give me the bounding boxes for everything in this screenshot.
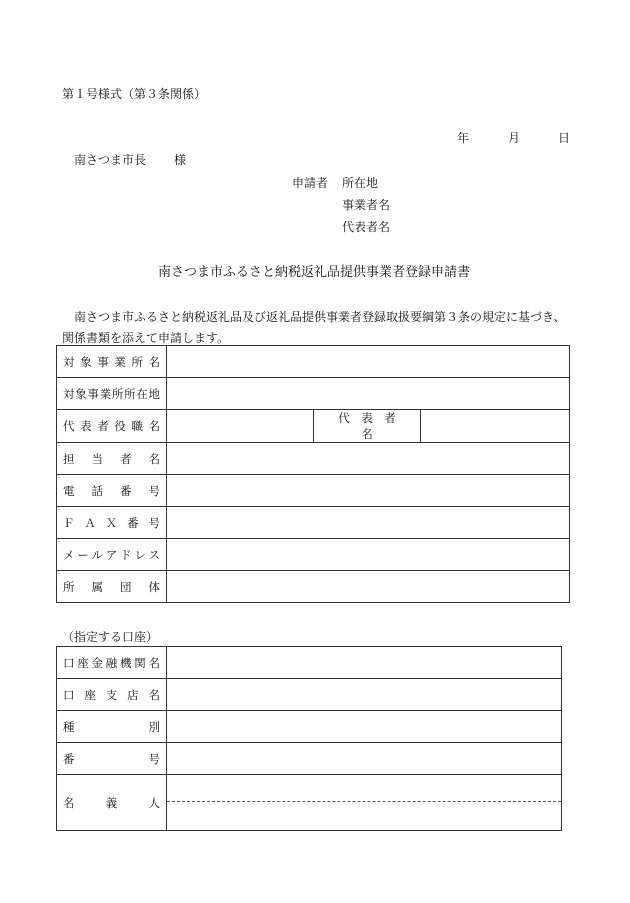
row-label: 番号 [57,743,167,775]
row-label: メールアドレス [57,539,167,571]
account-type-field[interactable] [167,711,562,743]
table-row [57,539,570,571]
affiliation-field[interactable] [167,571,570,603]
table-row [57,410,570,443]
email-field[interactable] [167,539,570,571]
phone-field[interactable] [167,475,570,507]
body-text-line-1: 南さつま市ふるさと納税返礼品及び返礼品提供事業者登録取扱要綱第３条の規定に基づき、 [74,310,566,324]
table-row [57,679,562,711]
business-info-table [56,345,570,603]
applicant-location-label: 所在地 [342,176,379,190]
body-text-line-2: 関係書類を添えて申請します。 [62,331,230,345]
row-label: ＦＡＸ番号 [57,507,167,539]
account-number-field[interactable] [167,743,562,775]
row-label: 代 表 者 名 [314,410,421,443]
row-label: 口座支店名 [57,679,167,711]
account-heading: （指定する口座） [62,630,159,644]
row-label: 担当者名 [57,443,167,475]
branch-name-field[interactable] [167,679,562,711]
row-label: 種別 [57,711,167,743]
addressee-honorific: 様 [174,153,187,167]
table-row [57,743,562,775]
table-row [57,507,570,539]
addressee-mayor: 南さつま市長 [74,153,147,167]
account-table [56,646,562,831]
row-label: 名義人 [57,775,167,831]
applicant-label: 申請者 [292,176,329,190]
table-row [57,443,570,475]
furigana-divider [167,801,561,802]
row-label: 対象事業所名 [57,346,167,378]
date-year-label: 年 [457,131,470,145]
row-label: 対象事業所所在地 [57,378,167,410]
fax-field[interactable] [167,507,570,539]
account-holder-field[interactable] [167,775,562,831]
document-title: 南さつま市ふるさと納税返礼品提供事業者登録申請書 [158,265,471,280]
date-month-label: 月 [508,131,521,145]
table-row [57,475,570,507]
table-row [57,711,562,743]
representative-title-field[interactable] [167,410,314,443]
row-label: 電話番号 [57,475,167,507]
table-row [57,647,562,679]
table-row [57,775,562,831]
row-label: 代表者役職名 [57,410,167,443]
business-name-field[interactable] [167,346,570,378]
business-address-field[interactable] [167,378,570,410]
representative-name-field[interactable] [421,410,570,443]
applicant-business-name-label: 事業者名 [342,198,391,212]
table-row [57,378,570,410]
bank-name-field[interactable] [167,647,562,679]
date-day-label: 日 [558,131,571,145]
row-label: 所属団体 [57,571,167,603]
contact-person-field[interactable] [167,443,570,475]
form-number: 第１号様式（第３条関係） [62,87,207,101]
row-label: 口座金融機関名 [57,647,167,679]
table-row [57,571,570,603]
applicant-representative-label: 代表者名 [342,220,391,234]
table-row [57,346,570,378]
